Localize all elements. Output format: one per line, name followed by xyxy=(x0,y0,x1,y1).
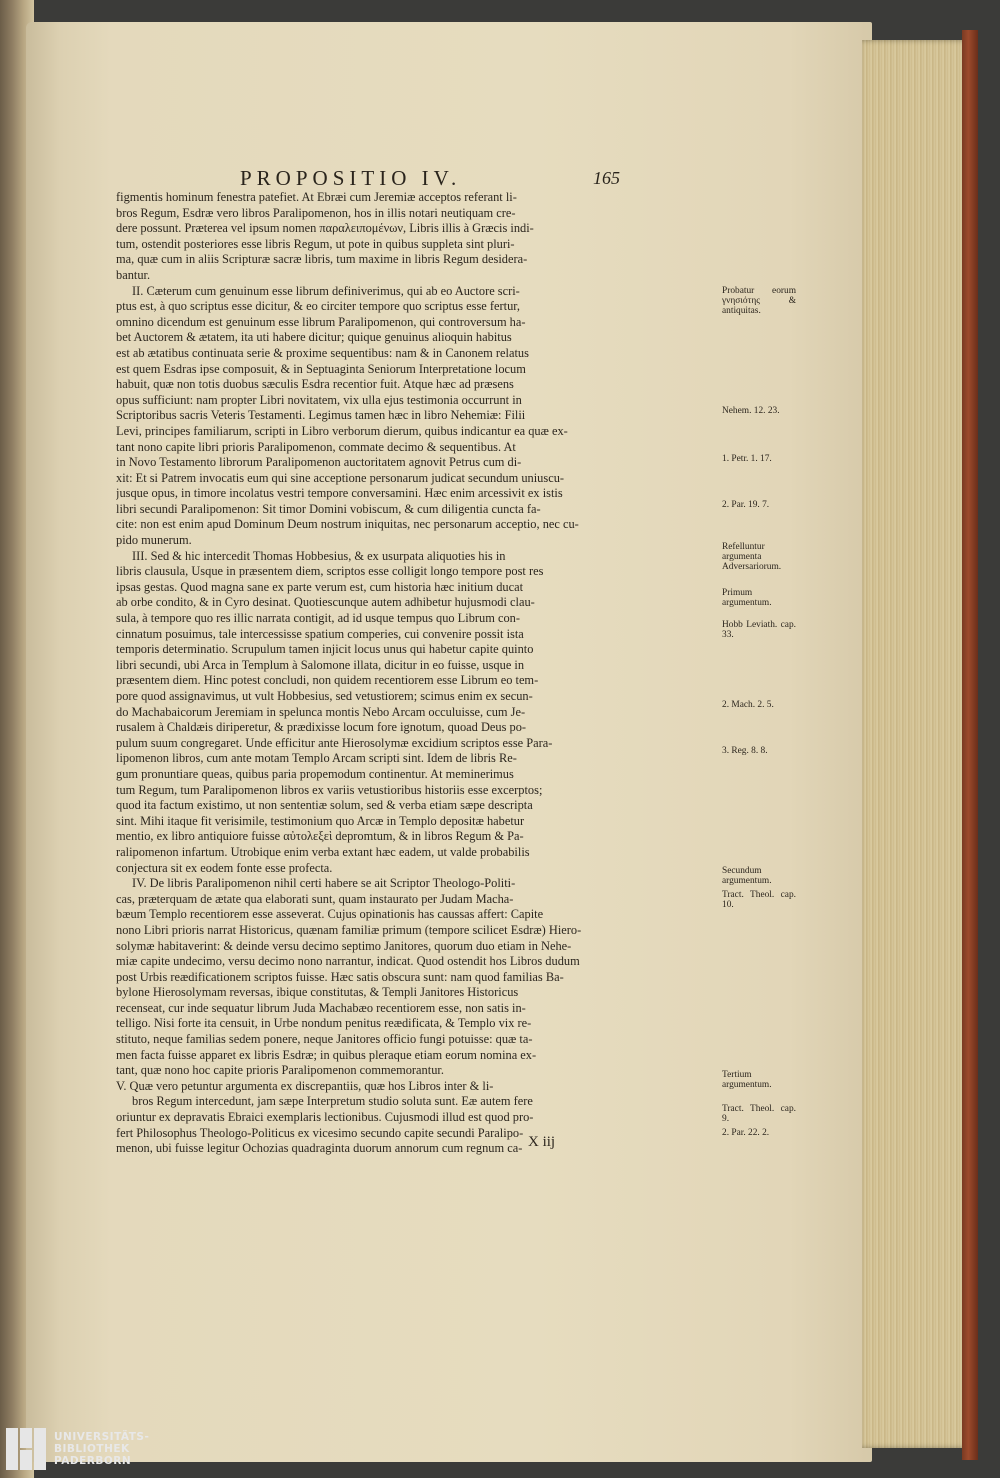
margin-note: 2. Par. 22. 2. xyxy=(722,1128,770,1138)
margin-note: Tract. Theol. cap. 10. xyxy=(722,890,796,910)
text-line: libris clausula, Usque in præsentem diem, scriptos esse colligit longo tempore post res xyxy=(116,564,544,579)
text-line: lipomenon libros, cum ante motam Templo Arcam scripti sint. Idem de libris Re- xyxy=(116,751,517,766)
text-line: bet Auctorem & ætatem, ita uti habere dicitur; quique genuinus alioquin habitus xyxy=(116,330,512,345)
margin-note: Probatur eorum γνησιότης & antiquitas. xyxy=(722,286,796,316)
library-name-line: UNIVERSITÄTS- xyxy=(54,1431,150,1443)
text-line: omnino dicendum est genuinum esse librum Paralipomenon, qui controversum ha- xyxy=(116,314,526,329)
text-line: tum, ostendit posteriores esse libris Regum, ut pote in quibus suppleta sint pluri- xyxy=(116,236,515,251)
text-line: ab orbe condito, & in Cyro desinat. Quotiescunque autem adhibetur hujusmodi clau- xyxy=(116,595,535,610)
text-line: Scriptoribus sacris Veteris Testamenti. Legimus tamen hæc in libro Nehemiæ: Filii xyxy=(116,408,526,423)
text-line: ptus est, à quo scriptus esse dicitur, & eo circiter tempore quo scriptus esse fertur, xyxy=(116,299,521,314)
text-line: opus sufficiunt: nam propter Libri novitatem, vix ulla ejus testimonia occurrunt in xyxy=(116,392,522,407)
text-line: III. Sed & hic intercedit Thomas Hobbesius, & ex usurpata aliquoties his in xyxy=(132,548,506,563)
text-line: men facta fuisse apparet ex libris Esdræ; in quibus pleraque etiam eorum nomina ex- xyxy=(116,1047,537,1062)
text-line: V. Quæ vero petuntur argumenta ex discrepantiis, quæ hos Libros inter & li- xyxy=(116,1078,494,1093)
text-line: nono Libri prioris narrat Historicus, quænam familiæ primum (tempore scilicet Esdræ) Hiero- xyxy=(116,922,582,937)
text-line: bantur. xyxy=(116,267,151,282)
library-logo-icon xyxy=(6,1426,46,1472)
text-line: cite: non est enim apud Dominum Deum nostrum iniquitas, nec personarum acceptio, nec cu- xyxy=(116,517,579,532)
margin-note: 2. Par. 19. 7. xyxy=(722,500,770,510)
text-line: pulum suum congregaret. Unde efficitur ante Hierosolymæ excidium scriptos esse Para- xyxy=(116,735,553,750)
text-line: telligo. Nisi forte ita censuit, in Urbe nondum penitus reædificata, & Templo vix re- xyxy=(116,1016,532,1031)
book-cover-edge xyxy=(962,30,978,1460)
margin-note: Nehem. 12. 23. xyxy=(722,406,780,416)
text-line: gum pronuntiare queas, quibus paria propemodum continentur. At meminerimus xyxy=(116,766,514,781)
text-line: ralipomenon infartum. Utrobique enim verba extant hæc eadem, ut valde probabilis xyxy=(116,844,530,859)
text-line: pore quod assignavimus, ut vult Hobbesius, sed vetustiorem; scimus enim ex secun- xyxy=(116,689,533,703)
text-line: præsentem diem. Hinc potest concludi, non quidem recentiorem esse Librum eo tem- xyxy=(116,673,539,688)
text-line: Levi, principes familiarum, scripti in Libro verborum dierum, quibus indicantur ea quæ ex- xyxy=(116,423,568,438)
text-line: miæ capite undecimo, versu decimo nono narrantur, indicat. Quod ostendit hos Libros dudum xyxy=(116,954,580,969)
text-line: habuit, quæ non totis duobus sæculis Esdra recentior fuit. Atque hæc ad præsens xyxy=(116,377,514,392)
margin-note: Tract. Theol. cap. 9. xyxy=(722,1104,796,1124)
text-line: bros Regum, Esdræ vero libros Paralipomenon, hos in illis notari neutiquam cre- xyxy=(116,205,516,220)
text-line: tant, quæ nono hoc capite prioris Paralipomenon commemorantur. xyxy=(116,1063,444,1078)
text-line: est ab ætatibus continuata serie & proxime sequentibus: nam & in Canonem relatus xyxy=(116,345,529,360)
margin-note: Secundum argumentum. xyxy=(722,866,772,886)
text-line: cas, præterquam de ætate qua elaborati sunt, quam instaurato per Judam Macha- xyxy=(116,891,514,906)
text-line: figmentis hominum fenestra patefiet. At Ebræi cum Jeremiæ acceptos referant li- xyxy=(116,190,517,204)
text-line: cinnatum posuimus, tale intercessisse spatium comperies, cui convenire possit ista xyxy=(116,626,524,641)
text-line: in Novo Testamento librorum Paralipomenon auctoritatem agnovit Petrus cum di- xyxy=(116,455,522,470)
margin-note: Tertium argumentum. xyxy=(722,1070,772,1090)
text-line: post Urbis reædificationem scriptos fuisse. Hæc satis obscura sunt: nam quod familias Ba- xyxy=(116,969,564,984)
page-fore-edge xyxy=(862,40,968,1448)
page-number: 165 xyxy=(593,168,620,188)
library-name-line: PADERBORN xyxy=(54,1455,132,1467)
text-line: II. Cæterum cum genuinum esse librum definiverimus, qui ab eo Auctore scri- xyxy=(132,283,520,298)
margin-note: Primum argumentum. xyxy=(722,588,772,608)
text-line: recenseat, cur inde sequatur librum Juda Machabæo recentiorem esse, non satis in- xyxy=(116,1000,526,1015)
margin-note: Hobb Leviath. cap. 33. xyxy=(722,620,796,640)
text-line: tant nono capite libri prioris Paralipomenon, commate decimo & sequentibus. At xyxy=(116,439,516,454)
body-text xyxy=(116,190,796,1157)
text-line: temporis determinatio. Scrupulum tamen injicit locus unus qui habetur capite quinto xyxy=(116,642,534,657)
text-line: fert Philosophus Theologo-Politicus ex vicesimo secundo capite secundi Paralipo- xyxy=(116,1125,524,1140)
text-line: bylone Hierosolymam reversas, ibique constitutas, & Templi Janitores Historicus xyxy=(116,985,519,1000)
text-line: solymæ habitaverint: & deinde versu decimo septimo Janitores, quorum duo etiam in Nehe- xyxy=(116,938,572,953)
text-line: libri secundi Paralipomenon: Sit timor Domini vobiscum, & cum diligentia cuncta fa- xyxy=(116,501,541,516)
text-line: rusalem à Chaldæis diriperetur, & prædixisse locum fore ignotum, quoad Deus po- xyxy=(116,720,527,735)
text-line: do Machabaicorum Jeremiam in spelunca montis Nebo Arcam occuluisse, cum Je- xyxy=(116,704,526,719)
text-line: sint. Mihi itaque fit verisimile, testimonium quo Arcæ in Templo depositæ habetur xyxy=(116,813,525,828)
library-logo xyxy=(6,1426,149,1472)
text-line: xit: Et si Patrem invocatis eum qui sine acceptione personarum judicat secundum uniuscu- xyxy=(116,470,565,485)
text-line: pido munerum. xyxy=(116,533,192,548)
margin-note: 3. Reg. 8. 8. xyxy=(722,746,768,756)
text-line: ipsas gestas. Quod magna sane ex parte verum est, cum historia hæc initium ducat xyxy=(116,579,524,594)
text-line: menon, ubi fuisse legitur Ochozias quadraginta duorum annorum cum regnum ca- xyxy=(116,1141,523,1156)
text-line: tum Regum, tum Paralipomenon libros ex variis vetustioribus historiis esse excerptos; xyxy=(116,782,543,797)
margin-note: Refelluntur argumenta Adversariorum. xyxy=(722,542,782,572)
text-line: est quem Esdras ipse composuit, & in Septuaginta Seniorum Interpretatione locum xyxy=(116,361,526,376)
library-name-line: BIBLIOTHEK xyxy=(54,1443,130,1455)
running-head: PROPOSITIO IV. xyxy=(240,166,462,190)
text-line: jusque opus, in timore incolatus vestri tempore conversamini. Hæc enim arcessivit ex istis xyxy=(116,486,563,501)
text-line: sula, à tempore quo res illic narrata contigit, ad id usque tempus quo Librum con- xyxy=(116,611,520,626)
text-line: mentio, ex libro antiquiore fuisse αὐτολεξεὶ depromtum, & in libros Regum & Pa- xyxy=(116,829,524,844)
signature-mark: X iij xyxy=(528,1134,556,1150)
text-line: ma, quæ cum in aliis Scripturæ sacræ libris, tum maxime in libris Regum desidera- xyxy=(116,252,528,267)
text-line: oriuntur ex depravatis Ebraici exemplaris lectionibus. Cujusmodi illud est quod pro- xyxy=(116,1110,534,1125)
text-line: libri secundi, ubi Arca in Templum à Salomone illata, dicitur in eo fuisse, usque in xyxy=(116,657,525,672)
text-line: bæum Templo recentiorem esse asseverat. Cujus opinationis has caussas affert: Capite xyxy=(116,907,544,922)
text-line: bros Regum intercedunt, jam sæpe Interpretum studio soluta sunt. Eæ autem fere xyxy=(132,1094,533,1109)
library-name xyxy=(54,1431,149,1467)
text-line: IV. De libris Paralipomenon nihil certi habere se ait Scriptor Theologo-Politi- xyxy=(132,876,516,891)
text-line: stituto, neque familias sedem ponere, neque Janitores officio fungi potuisse: quæ ta- xyxy=(116,1032,533,1047)
text-line: conjectura sit ex eodem fonte esse profecta. xyxy=(116,860,333,875)
text-line: dere possunt. Præterea vel ipsum nomen παραλειπομένων, Libris illis à Græcis indi- xyxy=(116,221,534,236)
text-line: quod ita factum existimo, ut non sententiæ solum, sed & verba etiam sæpe descripta xyxy=(116,798,533,813)
margin-note: 2. Mach. 2. 5. xyxy=(722,700,774,710)
margin-note: 1. Petr. 1. 17. xyxy=(722,454,772,464)
